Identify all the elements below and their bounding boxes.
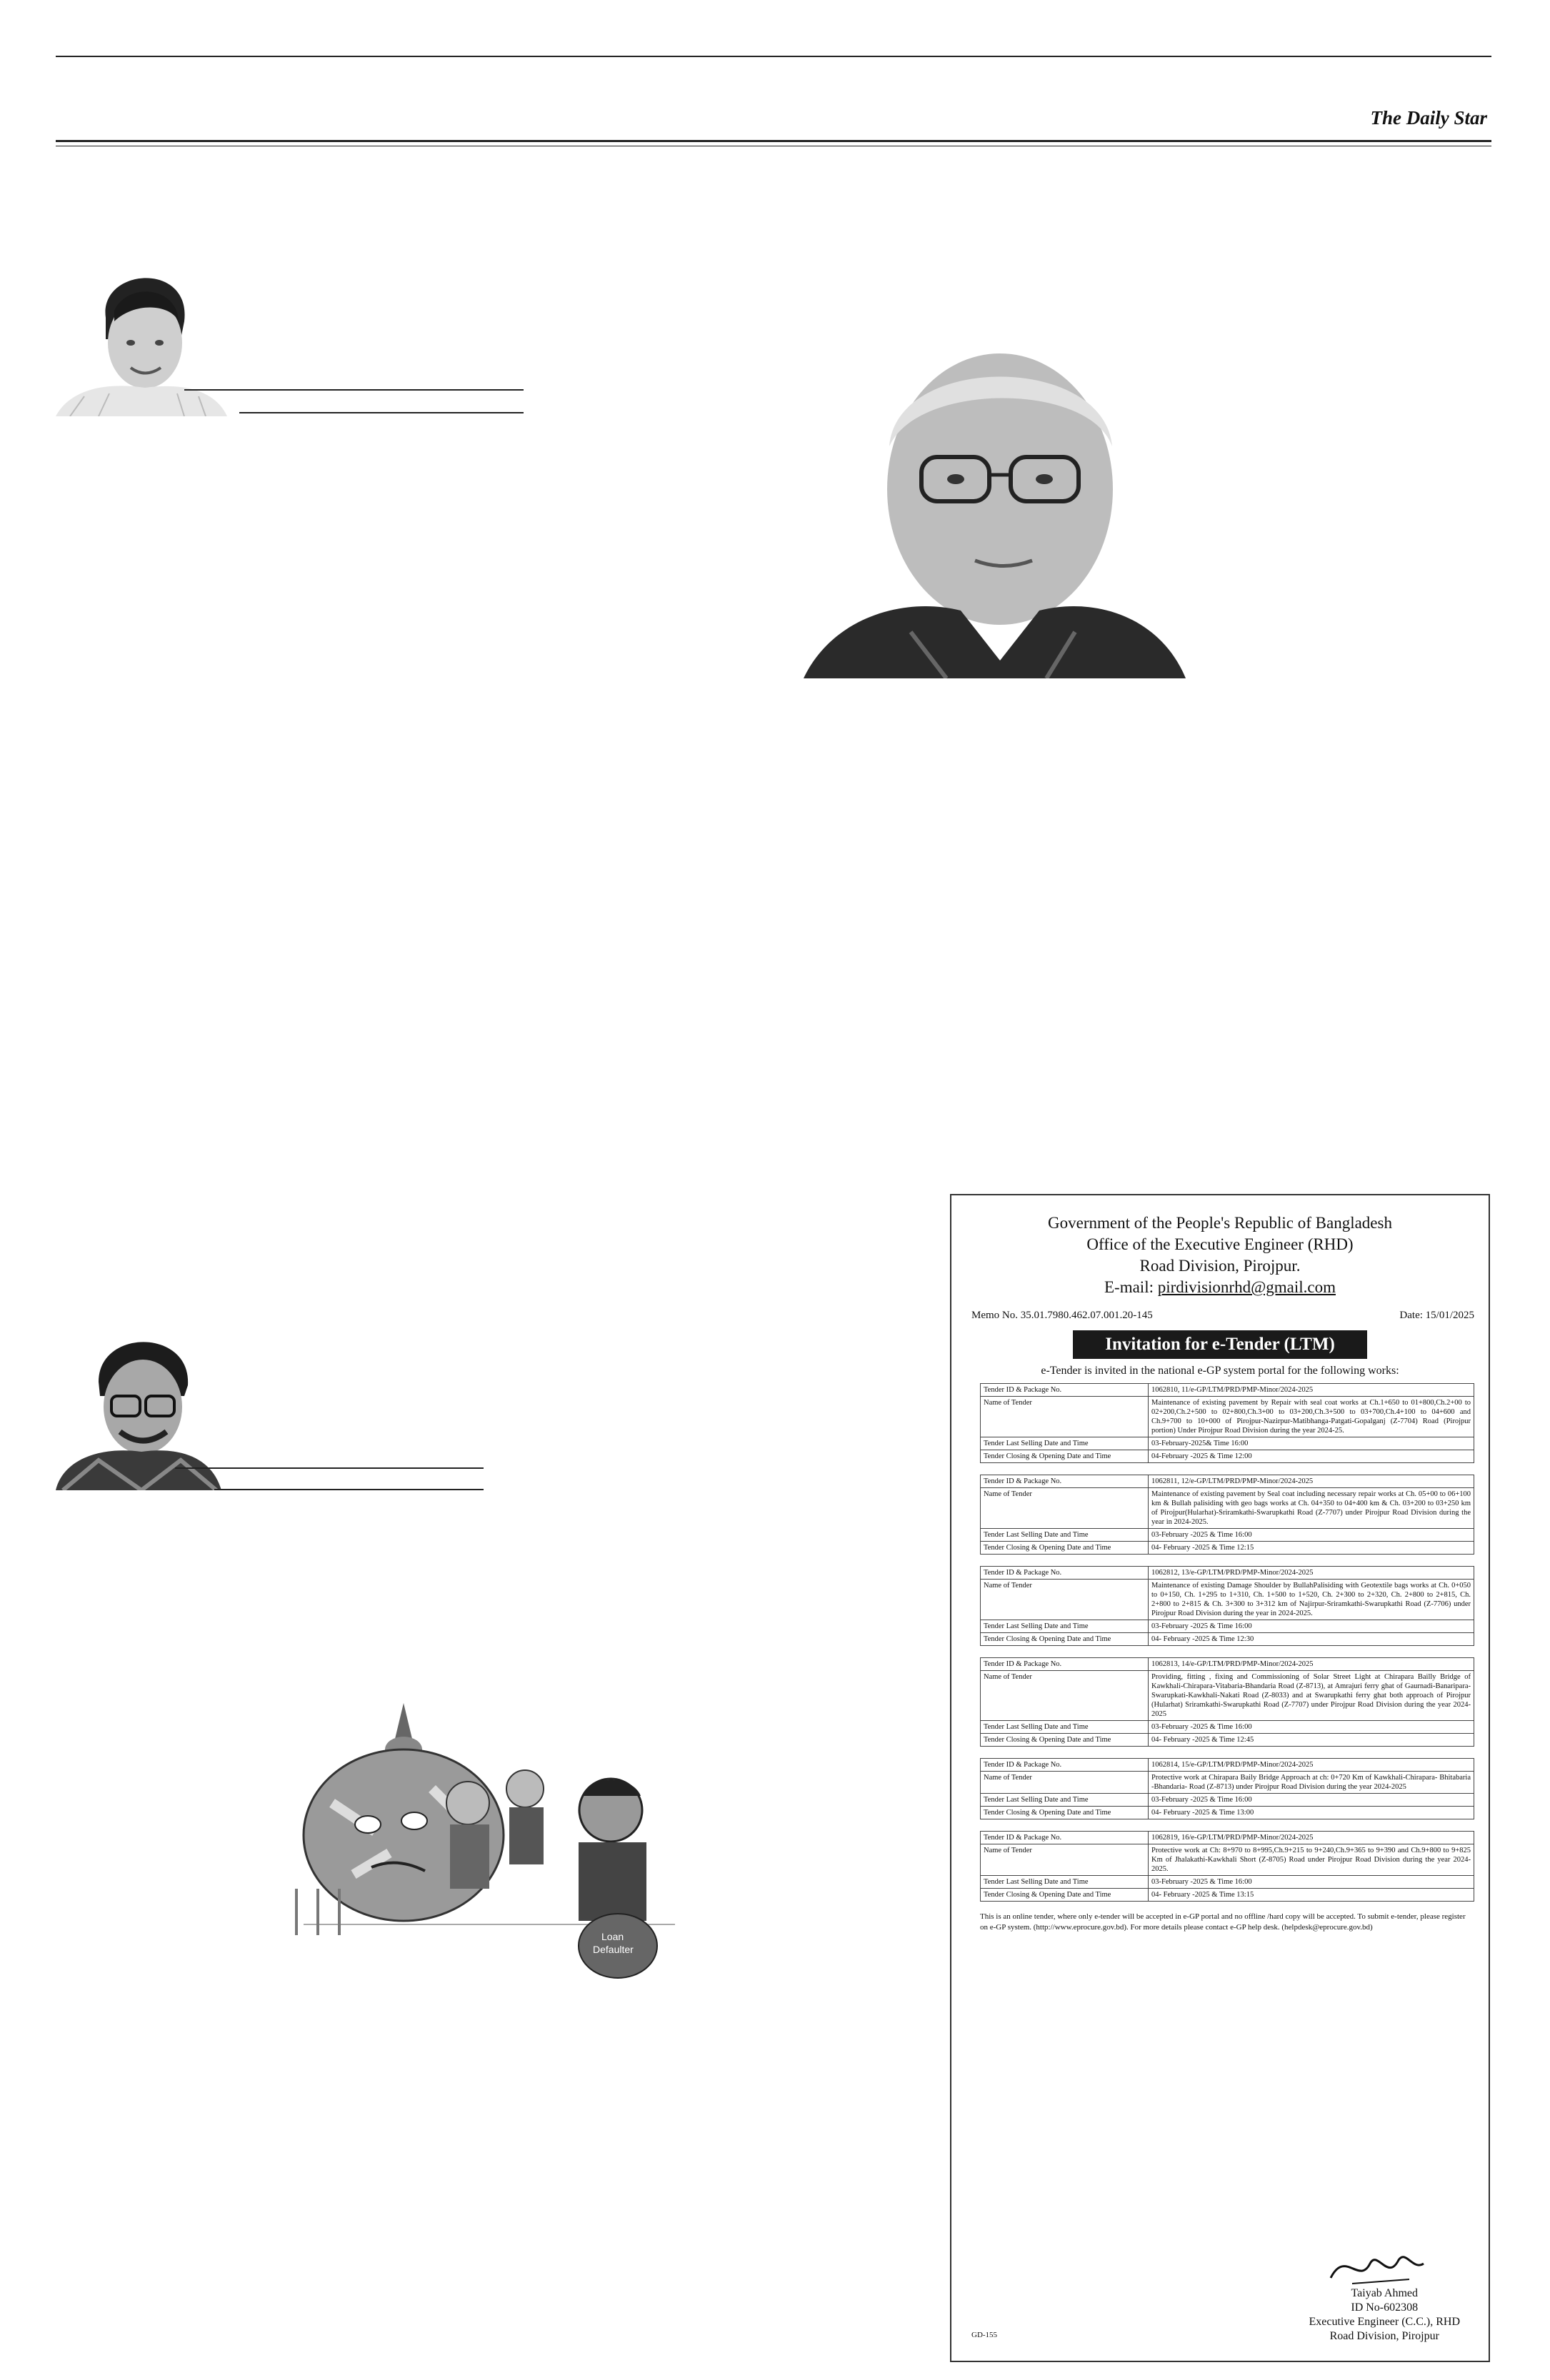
- byline-rule-top-2: [175, 1467, 484, 1469]
- row-value: Maintenance of existing pavement by Seal coat including necessary repair works at Ch. 05+00 to 06+100 km & Bullah palisiding with geo bags works at Ch. 04+350 to 04+400 km & Ch. 03+200 to 03+250 km of Pirojpur(Hularhat)-Sriramkathi-Swarupkathi Road (Z-7707) under Pirojpur Road Division during the year in 2024-2025.: [1149, 1488, 1474, 1529]
- tender-packages: [951, 1383, 1489, 1902]
- table-row: [981, 1542, 1474, 1555]
- row-value: Providing, fitting , fixing and Commissioning of Solar Street Light at Chirapara Bailly Bridge of Kawkhali-Chirapara-Vitabaria-Bhandaria Road (Z-8713), at Amrajuri ferry ghat of Gaurnadi-Banaripara-Swarupkati-Kawkhali-Nakati Road (Z-8033) and at Swarupkathi ferry ghat both approach of Pirojpur (Hularhat) Sriramkathi-Swarupkathi Road (Z-7707) under Pirojpur Road Division during the year 2024-2025: [1149, 1671, 1474, 1721]
- row-label: Tender Last Selling Date and Time: [981, 1620, 1149, 1633]
- row-value: 04-February -2025 & Time 12:00: [1149, 1450, 1474, 1463]
- table-row: [981, 1450, 1474, 1463]
- notice-intro: e-Tender is invited in the national e-GP system portal for the following works:: [1041, 1365, 1399, 1377]
- row-value: 04- February -2025 & Time 12:15: [1149, 1542, 1474, 1555]
- table-row: [981, 1658, 1474, 1671]
- table-row: [981, 1807, 1474, 1819]
- row-label: Name of Tender: [981, 1772, 1149, 1794]
- row-label: Tender Closing & Opening Date and Time: [981, 1450, 1149, 1463]
- row-value: 03-February -2025 & Time 16:00: [1149, 1620, 1474, 1633]
- row-label: Tender Last Selling Date and Time: [981, 1876, 1149, 1889]
- table-row: [981, 1488, 1474, 1529]
- row-label: Tender ID & Package No.: [981, 1384, 1149, 1397]
- row-label: Tender Last Selling Date and Time: [981, 1529, 1149, 1542]
- handwritten-signature: [1324, 2242, 1431, 2292]
- byline-rule-top: [184, 389, 524, 391]
- table-row: [981, 1437, 1474, 1450]
- row-label: Tender Closing & Opening Date and Time: [981, 1633, 1149, 1646]
- notice-footnote: This is an online tender, where only e-tender will be accepted in e-GP portal and no offline /hard copy will be accepted. To submit e-tender, please register on e-GP system. (http://www.eprocure.gov.bd). For more details please contact e-GP help desk. (helpdesk@eprocure.gov.bd): [980, 1912, 1466, 1932]
- table-row: [981, 1620, 1474, 1633]
- row-label: Tender ID & Package No.: [981, 1658, 1149, 1671]
- masthead-rule: [56, 140, 1491, 142]
- row-label: Tender ID & Package No.: [981, 1759, 1149, 1772]
- row-value: Protective work at Chirapara Baily Bridge Approach at ch: 0+720 Km of Kawkhali-Chirapara- Bhitabaria -Bhandaria- Road (Z-8713) under Pirojpur Road Division during the year 2024-2025: [1149, 1772, 1474, 1794]
- row-value: Maintenance of existing Damage Shoulder by BullahPalisiding with Geotextile bags works at Ch. 0+050 to 0+150, Ch. 1+295 to 1+310, Ch. 1+500 to 1+520, Ch. 2+300 to 2+320, Ch. 2+800 to 2+815, Ch. 2+800 to 2+815 & Ch. 3+300 to 3+312 km of Najirpur-Sriramkathi-Swarupkathi Road (Z-7706) under Pirojpur Road Division during the year in 2024-2025.: [1149, 1580, 1474, 1620]
- table-row: [981, 1876, 1474, 1889]
- row-label: Name of Tender: [981, 1844, 1149, 1876]
- memo-number: Memo No. 35.01.7980.462.07.001.20-145: [971, 1310, 1153, 1321]
- row-label: Tender ID & Package No.: [981, 1832, 1149, 1844]
- table-row: [981, 1794, 1474, 1807]
- table-row: [981, 1384, 1474, 1397]
- byline-rule-bottom: [239, 412, 524, 413]
- signatory-name: Taiyab Ahmed: [1351, 2287, 1419, 2299]
- row-label: Name of Tender: [981, 1397, 1149, 1437]
- row-value: 1062810, 11/e-GP/LTM/PRD/PMP-Minor/2024-2025: [1149, 1384, 1474, 1397]
- row-value: 04- February -2025 & Time 13:15: [1149, 1889, 1474, 1902]
- row-label: Name of Tender: [981, 1488, 1149, 1529]
- row-label: Tender ID & Package No.: [981, 1475, 1149, 1488]
- row-label: Name of Tender: [981, 1580, 1149, 1620]
- table-row: [981, 1844, 1474, 1876]
- row-value: 03-February -2025 & Time 16:00: [1149, 1721, 1474, 1734]
- signatory-office: Road Division, Pirojpur: [1329, 2330, 1439, 2342]
- tender-package-table: [980, 1566, 1474, 1646]
- email-link[interactable]: pirdivisionrhd@gmail.com: [1157, 1278, 1336, 1296]
- row-value: 03-February -2025 & Time 16:00: [1149, 1794, 1474, 1807]
- top-rule: [56, 56, 1491, 57]
- row-value: 1062812, 13/e-GP/LTM/PRD/PMP-Minor/2024-2025: [1149, 1567, 1474, 1580]
- row-value: 03-February -2025 & Time 16:00: [1149, 1876, 1474, 1889]
- tender-package-table: [980, 1383, 1474, 1463]
- memo-date: Date: 15/01/2025: [1399, 1310, 1474, 1321]
- header-line-3: Road Division, Pirojpur.: [1139, 1257, 1301, 1275]
- table-row: [981, 1567, 1474, 1580]
- row-label: Tender Closing & Opening Date and Time: [981, 1807, 1149, 1819]
- row-value: 04- February -2025 & Time 12:30: [1149, 1633, 1474, 1646]
- masthead-logo: The Daily Star: [1370, 107, 1487, 129]
- row-label: Tender Last Selling Date and Time: [981, 1721, 1149, 1734]
- portrait-photo: [804, 325, 1186, 678]
- row-value: 04- February -2025 & Time 12:45: [1149, 1734, 1474, 1747]
- row-value: 1062811, 12/e-GP/LTM/PRD/PMP-Minor/2024-2025: [1149, 1475, 1474, 1488]
- row-label: Tender Last Selling Date and Time: [981, 1794, 1149, 1807]
- row-label: Tender Last Selling Date and Time: [981, 1437, 1149, 1450]
- table-row: [981, 1889, 1474, 1902]
- columnist-photo-1: [56, 253, 227, 416]
- header-email: E-mail: pirdivisionrhd@gmail.com: [1104, 1278, 1336, 1296]
- row-value: 1062813, 14/e-GP/LTM/PRD/PMP-Minor/2024-2025: [1149, 1658, 1474, 1671]
- tender-package-table: [980, 1657, 1474, 1747]
- table-row: [981, 1759, 1474, 1772]
- row-value: 1062819, 16/e-GP/LTM/PRD/PMP-Minor/2024-2025: [1149, 1832, 1474, 1844]
- tender-notice: [950, 1194, 1490, 2362]
- columnist-photo-2: [56, 1325, 221, 1490]
- table-row: [981, 1772, 1474, 1794]
- header-line-2: Office of the Executive Engineer (RHD): [1086, 1235, 1354, 1253]
- signatory-designation: Executive Engineer (C.C.), RHD: [1309, 2316, 1460, 2328]
- row-label: Tender Closing & Opening Date and Time: [981, 1889, 1149, 1902]
- row-value: 04- February -2025 & Time 13:00: [1149, 1807, 1474, 1819]
- table-row: [981, 1475, 1474, 1488]
- table-row: [981, 1580, 1474, 1620]
- table-row: [981, 1721, 1474, 1734]
- row-label: Tender Closing & Opening Date and Time: [981, 1734, 1149, 1747]
- svg-text:Defaulter: Defaulter: [593, 1944, 634, 1955]
- notice-title: Invitation for e-Tender (LTM): [1073, 1330, 1367, 1359]
- row-value: Maintenance of existing pavement by Repair with seal coat works at Ch.1+650 to 01+800,Ch.2+00 to 02+200,Ch.2+500 to 02+800,Ch.3+00 to 03+200,Ch.3+500 to 03+700,Ch.4+100 to 04+600 and Ch.9+700 to 10+000 of Pirojpur-Nazirpur-Matibhanga-Patgati-Gopalganj (Z-7704) Road (Pirojpur portion) Under Pirojpur Road Division during the year 2024-25.: [1149, 1397, 1474, 1437]
- row-value: 03-February -2025 & Time 16:00: [1149, 1529, 1474, 1542]
- notice-header: [951, 1212, 1489, 1298]
- table-row: [981, 1633, 1474, 1646]
- cartoon-illustration: [289, 1689, 704, 1989]
- memo-row: [971, 1310, 1474, 1322]
- tender-package-table: [980, 1831, 1474, 1902]
- gd-number: GD-155: [971, 2331, 998, 2339]
- table-row: [981, 1832, 1474, 1844]
- row-label: Tender ID & Package No.: [981, 1567, 1149, 1580]
- table-row: [981, 1397, 1474, 1437]
- tender-package-table: [980, 1475, 1474, 1555]
- byline-rule-bottom-2: [214, 1489, 484, 1490]
- row-value: 1062814, 15/e-GP/LTM/PRD/PMP-Minor/2024-2025: [1149, 1759, 1474, 1772]
- signature-block: [1309, 2286, 1461, 2344]
- row-value: Protective work at Ch: 8+970 to 8+995,Ch.9+215 to 9+240,Ch.9+365 to 9+390 and Ch.9+800 to 9+825 Km of Jhalakathi-Kawkhali Short (Z-8705) Road under Pirojpur Road Division during the year 2024-2025.: [1149, 1844, 1474, 1876]
- header-line-1: Government of the People's Republic of Bangladesh: [1048, 1214, 1392, 1232]
- table-row: [981, 1734, 1474, 1747]
- svg-text:Loan: Loan: [601, 1931, 624, 1942]
- row-label: Name of Tender: [981, 1671, 1149, 1721]
- tender-package-table: [980, 1758, 1474, 1819]
- signatory-id: ID No-602308: [1351, 2301, 1419, 2314]
- row-value: 03-February-2025& Time 16:00: [1149, 1437, 1474, 1450]
- table-row: [981, 1671, 1474, 1721]
- row-label: Tender Closing & Opening Date and Time: [981, 1542, 1149, 1555]
- table-row: [981, 1529, 1474, 1542]
